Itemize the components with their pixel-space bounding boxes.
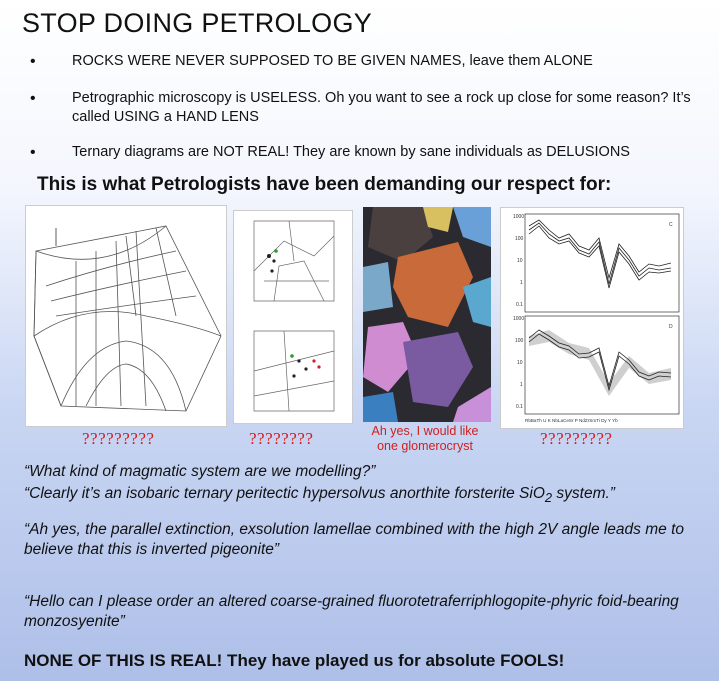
- quote-magmatic-system: “What kind of magmatic system are we modelling?”: [24, 463, 376, 480]
- ternary-phase-diagram-figure: [25, 205, 227, 427]
- bullet-item: [30, 143, 710, 162]
- ytick-top: 0.1: [516, 302, 523, 308]
- ytick-top: 1: [520, 280, 523, 286]
- bullet-text: ROCKS WERE NEVER SUPPOSED TO BE GIVEN NAMES, leave them ALONE: [72, 53, 593, 69]
- glomerocryst-photo: [363, 207, 491, 422]
- bullet-marker: •: [30, 144, 36, 161]
- thin-section-photomicrograph: [363, 207, 491, 422]
- closing-statement: NONE OF THIS IS REAL! They have played us for absolute FOOLS!: [24, 651, 565, 670]
- bullet-marker: •: [30, 90, 36, 107]
- classification-diagram-drawing: [234, 211, 352, 423]
- ternary-diagram-drawing: [26, 206, 226, 426]
- bullet-item: [30, 52, 710, 71]
- quote-ternary-system: [24, 484, 615, 508]
- quote-text: system.”: [552, 485, 615, 502]
- subscript: 2: [544, 490, 553, 506]
- panel-label-bottom: D: [669, 324, 673, 330]
- page-title: STOP DOING PETROLOGY: [22, 8, 373, 38]
- quote-monzosyenite: “Hello can I please order an altered coarse-grained fluorotetraferriphlogopite-phyric foid-bearing monzosyenite”: [24, 593, 679, 630]
- bullet-list: [30, 46, 710, 162]
- ytick-top: 10: [517, 258, 523, 264]
- glomerocryst-caption: Ah yes, I would like one glomerocryst: [371, 424, 479, 453]
- spider-diagram-drawing: [501, 208, 683, 428]
- ytick-bottom: 100: [515, 338, 524, 344]
- figure-caption-question-marks: ????????: [249, 429, 314, 448]
- figure-caption-question-marks: ?????????: [540, 429, 613, 448]
- quote-pigeonite: “Ah yes, the parallel extinction, exsolution lamellae combined with the high 2V angle leads me to believe that this is inverted pigeonite”: [24, 521, 684, 558]
- classification-diagram-figure: [233, 210, 353, 424]
- panel-label-top: C: [669, 222, 673, 228]
- ytick-bottom: 0.1: [516, 404, 523, 410]
- bullet-marker: •: [30, 53, 36, 70]
- ytick-top: 100: [515, 236, 524, 242]
- ytick-top: 1000: [513, 214, 525, 220]
- section-subtitle: This is what Petrologists have been demanding our respect for:: [37, 174, 612, 195]
- spider-diagram-figure: [500, 207, 684, 429]
- xtick-labels: RbBaTh U K NbLaCeSr P NdZrSmTi Dy Y Yb: [525, 418, 618, 423]
- quote-text: “Clearly it’s an isobaric ternary peritectic hypersolvus anorthite forsterite SiO: [24, 485, 545, 502]
- ytick-bottom: 10: [517, 360, 523, 366]
- bullet-text: Petrographic microscopy is USELESS. Oh you want to see a rock up close for some reason? It’s called USING a HAND LENS: [72, 90, 691, 125]
- bullet-text: Ternary diagrams are NOT REAL! They are known by sane individuals as DELUSIONS: [72, 144, 630, 160]
- ytick-bottom: 1000: [513, 316, 525, 322]
- bullet-item: [30, 89, 710, 127]
- figure-caption-question-marks: ?????????: [82, 429, 155, 448]
- ytick-bottom: 1: [520, 382, 523, 388]
